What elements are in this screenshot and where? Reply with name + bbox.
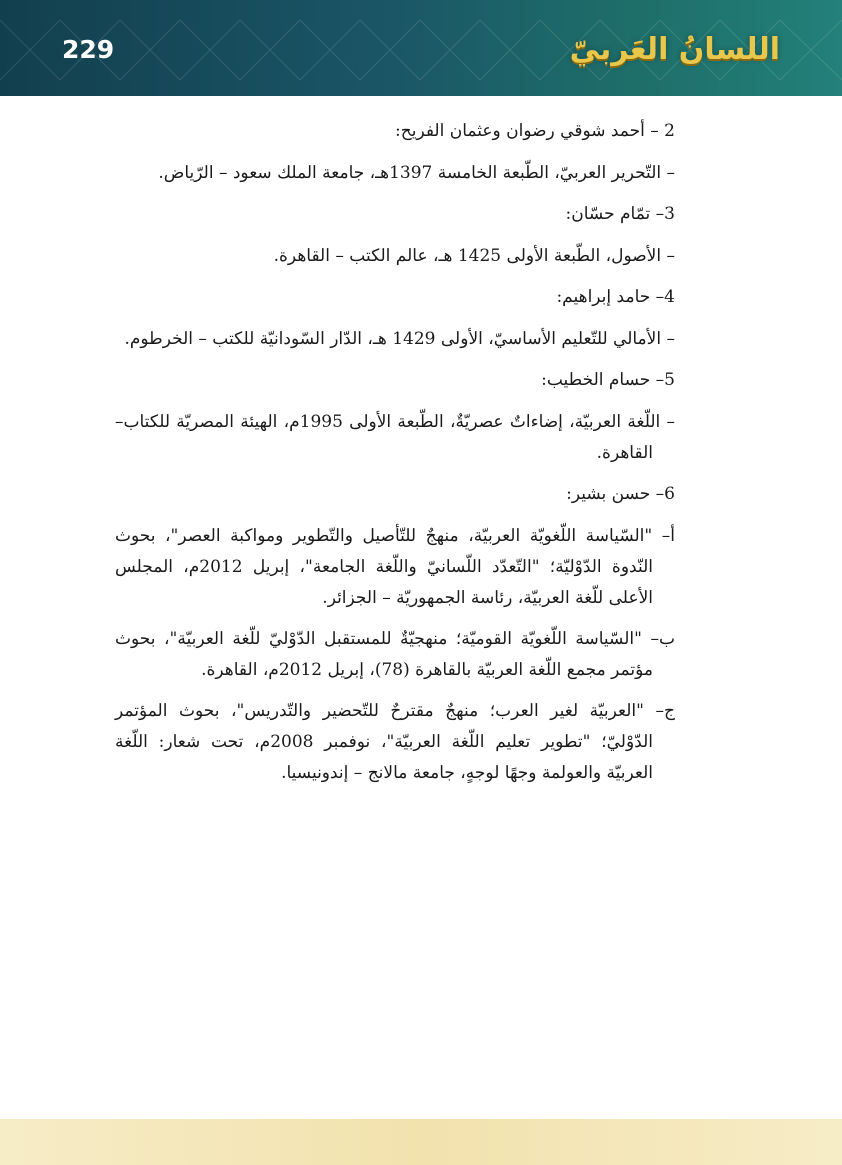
bibliography-entry: – التّحرير العربيّ، الطّبعة الخامسة 1397هـ، جامعة الملك سعود – الرّياض. [158, 163, 675, 183]
author-heading: 5– حسام الخطيب: [541, 370, 675, 390]
author-heading: 6– حسن بشير: [566, 484, 675, 504]
author-heading: 3– تمّام حسّان: [565, 204, 675, 224]
bibliography-entry: ب– "السّياسة اللّغويّة القوميّة؛ منهجيّةٌ للمستقبل الدّوْليّ للّغة العربيّة"، بحوث مؤتمر مجمع اللّغة العربيّة بالقاهرة (78)، إبريل 2012م، القاهرة. [115, 629, 675, 680]
bibliography-entry: – الأمالي للتّعليم الأساسيّ، الأولى 1429 هـ، الدّار السّودانيّة للكتب – الخرطوم. [124, 329, 675, 349]
author-heading: 2 – أحمد شوقي رضوان وعثمان الفريح: [395, 121, 675, 141]
bibliography-entry: ج– "العربيّة لغير العرب؛ منهجٌ مقترحٌ للتّحضير والتّدريس"، بحوث المؤتمر الدّوْليّ؛ "تطوير تعليم اللّغة العربيّة"، نوفمبر 2008م، تحت شعار: اللّغة العربيّة والعولمة وجهًا لوجهٍ، جامعة مالانج – إندونيسيا. [115, 701, 675, 783]
page-header [0, 0, 842, 96]
journal-logo: اللسانُ العَربيّ [569, 32, 780, 67]
bibliography-entry: – اللّغة العربيّة، إضاءاتٌ عصريّةٌ، الطّبعة الأولى 1995م، الهيئة المصريّة للكتاب– القاهرة. [115, 412, 676, 463]
bibliography-entry: أ– "السّياسة اللّغويّة العربيّة، منهجٌ للتّأصيل والتّطوير ومواكبة العصر"، بحوث النّدوة الدّوْليّة؛ "التّعدّد اللّسانيّ واللّغة الجامعة"، إبريل 2012م، المجلس الأعلى للّغة العربيّة، رئاسة الجمهوريّة – الجزائر. [115, 526, 675, 608]
page-footer-band [0, 1119, 842, 1165]
page-number: 229 [62, 35, 115, 64]
author-heading: 4– حامد إبراهيم: [556, 287, 675, 307]
bibliography-list [115, 116, 675, 799]
bibliography-entry: – الأصول، الطّبعة الأولى 1425 هـ، عالم الكتب – القاهرة. [273, 246, 675, 266]
